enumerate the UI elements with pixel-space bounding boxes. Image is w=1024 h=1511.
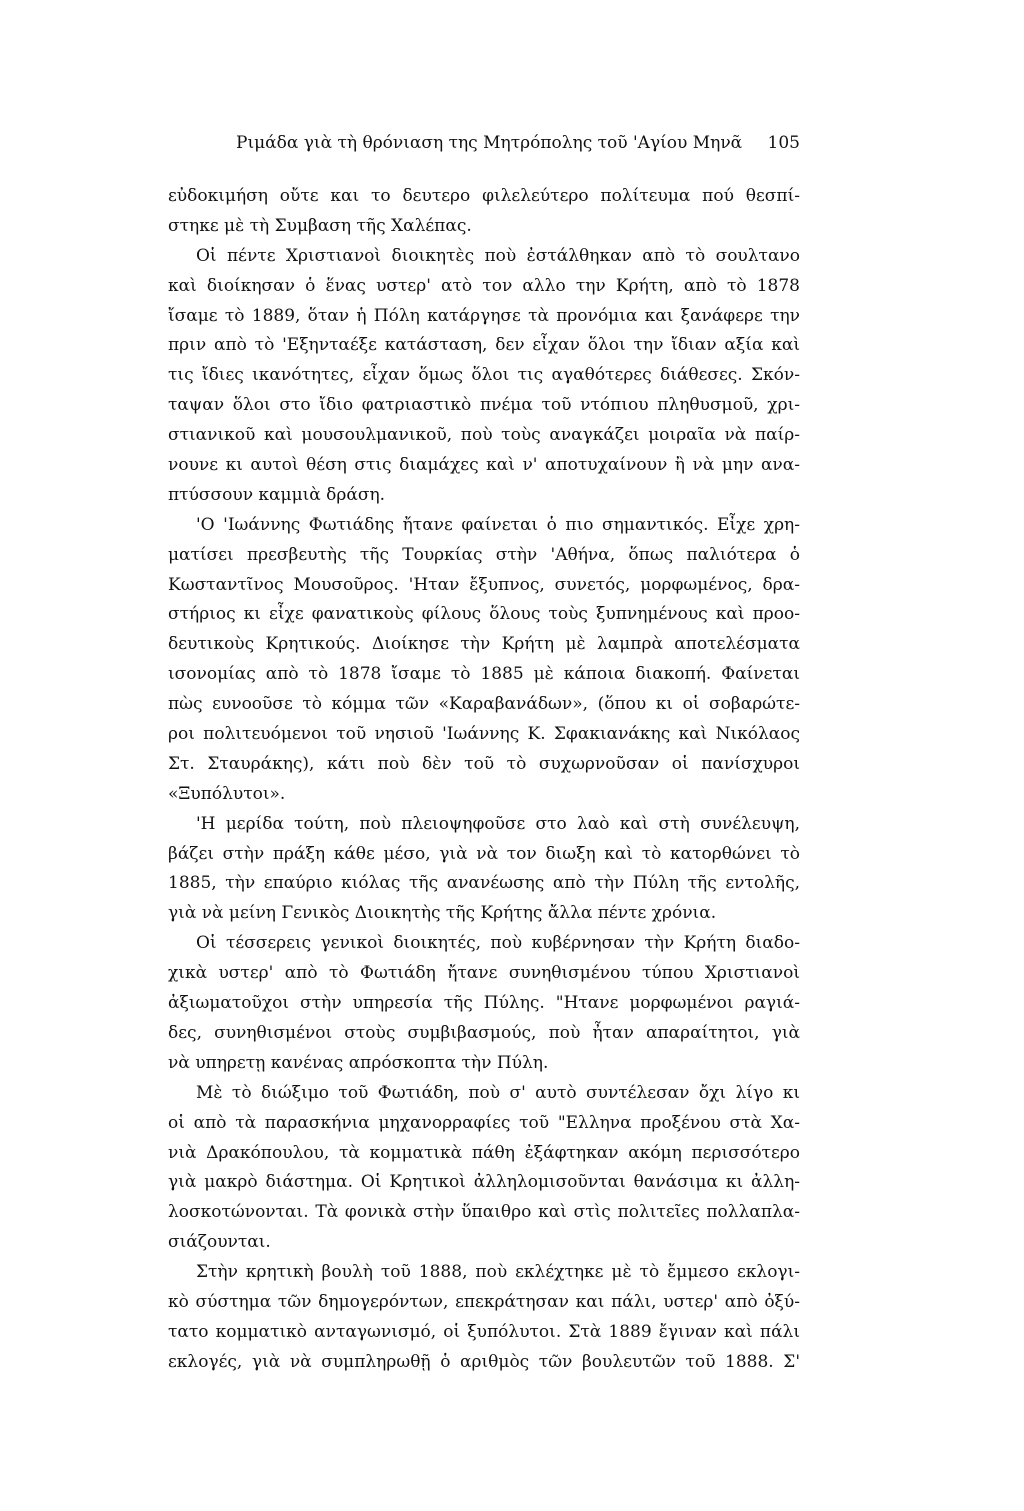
text-line: δες, συνηθισμένοι στοὺς συμβιβασμούς, ποὺ ἦταν απαραίτητοι, γιὰ bbox=[168, 1022, 800, 1043]
text-line: πτύσσουν καμμιὰ δράση. bbox=[168, 484, 386, 505]
text-line: κὸ σύστημα τῶν δημογερόντων, επεκράτησαν και πάλι, υστερ' απὸ ὀξύ- bbox=[168, 1291, 800, 1312]
text-line: βάζει στὴν πράξη κάθε μέσο, γιὰ νὰ τον διωξη καὶ τὸ κατορθώνει τὸ bbox=[168, 843, 800, 864]
text-line: ροι πολιτευόμενοι τοῦ νησιοῦ 'Ιωάννης Κ. Σφακιανάκης καὶ Νικόλαος bbox=[168, 724, 800, 745]
text-line: Στ. Σταυράκης), κάτι ποὺ δὲν τοῦ τὸ συχωρνοῦσαν οἱ πανίσχυροι bbox=[168, 753, 800, 774]
text-line: τατο κομματικὸ ανταγωνισμό, οἱ ξυπόλυτοι. Στὰ 1889 ἔγιναν καὶ πάλι bbox=[168, 1321, 800, 1342]
text-line: χικὰ υστερ' απὸ τὸ Φωτιάδη ἤτανε συνηθισμένου τύπου Χριστιανοὶ bbox=[168, 963, 800, 984]
text-line: λοσκοτώνονται. Τὰ φονικὰ στὴν ὕπαιθρο καὶ στὶς πολιτεῖες πολλαπλα- bbox=[168, 1202, 800, 1223]
text-line: στιανικοῦ καὶ μουσουλμανικοῦ, ποὺ τοὺς αναγκάζει μοιραῖα νὰ παίρ- bbox=[168, 425, 800, 446]
text-line: ισονομίας απὸ τὸ 1878 ἴσαμε τὸ 1885 μὲ κάποια διακοπή. Φαίνεται bbox=[168, 664, 800, 685]
text-line: Κωσταντῖνος Μουσοῦρος. 'Ηταν ἔξυπνος, συνετός, μορφωμένος, δρα- bbox=[168, 574, 800, 595]
text-line: «Ξυπόλυτοι». bbox=[168, 783, 286, 804]
text-line: καὶ διοίκησαν ὁ ἕνας υστερ' ατὸ τον αλλο την Κρήτη, απὸ τὸ 1878 bbox=[168, 275, 800, 296]
text-line: ματίσει πρεσβευτὴς τῆς Τουρκίας στὴν 'Αθήνα, ὅπως παλιότερα ὁ bbox=[168, 544, 800, 565]
text-line: στηκε μὲ τὴ Συμβαση τῆς Χαλέπας. bbox=[168, 215, 472, 236]
text-line: γιὰ μακρὸ διάστημα. Οἱ Κρητικοὶ ἀλληλομισοῦνται θανάσιμα κι ἀλλη- bbox=[168, 1172, 800, 1193]
text-line: 'Η μερίδα τούτη, ποὺ πλειοψηφοῦσε στο λαὸ καὶ στὴ συνέλευψη, bbox=[196, 813, 800, 834]
text-line: Οἱ τέσσερεις γενικοὶ διοικητές, ποὺ κυβέρνησαν τὴν Κρήτη διαδο- bbox=[196, 933, 800, 954]
running-header bbox=[236, 128, 800, 158]
text-line: στήριος κι εἶχε φανατικοὺς φίλους ὅλους τοὺς ξυπνημένους καὶ προο- bbox=[168, 604, 800, 625]
text-line: γιὰ νὰ μείνη Γενικὸς Διοικητὴς τῆς Κρήτης ἄλλα πέντε χρόνια. bbox=[168, 903, 717, 924]
text-line: νουνε κι αυτοὶ θέση στις διαμάχες καὶ ν' αποτυχαίνουν ἢ νὰ μην ανα- bbox=[168, 455, 800, 476]
text-line: Μὲ τὸ διώξιμο τοῦ Φωτιάδη, ποὺ σ' αυτὸ συντέλεσαν ὄχι λίγο κι bbox=[196, 1082, 800, 1103]
text-line: δευτικοὺς Κρητικούς. Διοίκησε τὴν Κρήτη μὲ λαμπρὰ αποτελέσματα bbox=[168, 634, 800, 655]
text-line: εὐδοκιμήση οὔτε και το δευτερο φιλελεύτερο πολίτευμα πού θεσπί- bbox=[168, 186, 800, 206]
text-line: οἱ απὸ τὰ παρασκήνια μηχανορραφίες τοῦ "Ελληνα προξένου στὰ Χα- bbox=[168, 1112, 800, 1133]
text-line: 1885, τὴν επαύριο κιόλας τῆς ανανέωσης απὸ τὴν Πύλη τῆς εντολῆς, bbox=[168, 873, 800, 894]
text-line: 'Ο 'Ιωάννης Φωτιάδης ἤτανε φαίνεται ὁ πιο σημαντικός. Εἶχε χρη- bbox=[196, 514, 800, 535]
page-number: 105 bbox=[767, 133, 800, 153]
text-line: ταψαν ὅλοι στο ἴδιο φατριαστικὸ πνέμα τοῦ ντόπιου πληθυσμοῦ, χρι- bbox=[168, 395, 800, 416]
text-line: σιάζουνται. bbox=[168, 1232, 271, 1253]
text-line: εκλογές, γιὰ νὰ συμπληρωθῇ ὁ αριθμὸς τῶν βουλευτῶν τοῦ 1888. Σ' bbox=[168, 1351, 800, 1372]
text-line: νιὰ Δρακόπουλου, τὰ κομματικὰ πάθη ἐξάφτηκαν ακόμη περισσότερο bbox=[168, 1142, 800, 1163]
text-line: πὼς ευνοοῦσε τὸ κόμμα τῶν «Καραβανάδων», (ὅπου κι οἱ σοβαρώτε- bbox=[168, 694, 800, 715]
text-line: Οἱ πέντε Χριστιανοὶ διοικητὲς ποὺ ἐστάλθηκαν απὸ τὸ σουλτανο bbox=[196, 245, 800, 266]
text-line: ἀξιωματοῦχοι στὴν υπηρεσία τῆς Πύλης. "Ητανε μορφωμένοι ραγιά- bbox=[168, 993, 800, 1014]
text-line: πριν απὸ τὸ 'Εξηνταέξε κατάσταση, δεν εἶχαν ὅλοι την ἴδιαν αξία καὶ bbox=[168, 335, 800, 356]
text-line: Στὴν κρητικὴ βουλὴ τοῦ 1888, ποὺ εκλέχτηκε μὲ τὸ ἔμμεσο εκλογι- bbox=[196, 1262, 800, 1283]
text-line: τις ἴδιες ικανότητες, εἶχαν ὅμως ὅλοι τις αγαθότερες διάθεσες. Σκόν- bbox=[168, 365, 800, 386]
text-line: ἴσαμε τὸ 1889, ὅταν ἡ Πόλη κατάργησε τὰ προνόμια και ξανάφερε την bbox=[168, 305, 800, 326]
body-text bbox=[168, 182, 800, 1378]
text-line: νὰ υπηρετῃ κανένας απρόσκοπτα τὴν Πύλη. bbox=[168, 1052, 549, 1073]
running-title: Ριμάδα γιὰ τὴ θρόνιαση της Μητρόπολης τοῦ 'Αγίου Μηνᾶ bbox=[236, 133, 743, 153]
